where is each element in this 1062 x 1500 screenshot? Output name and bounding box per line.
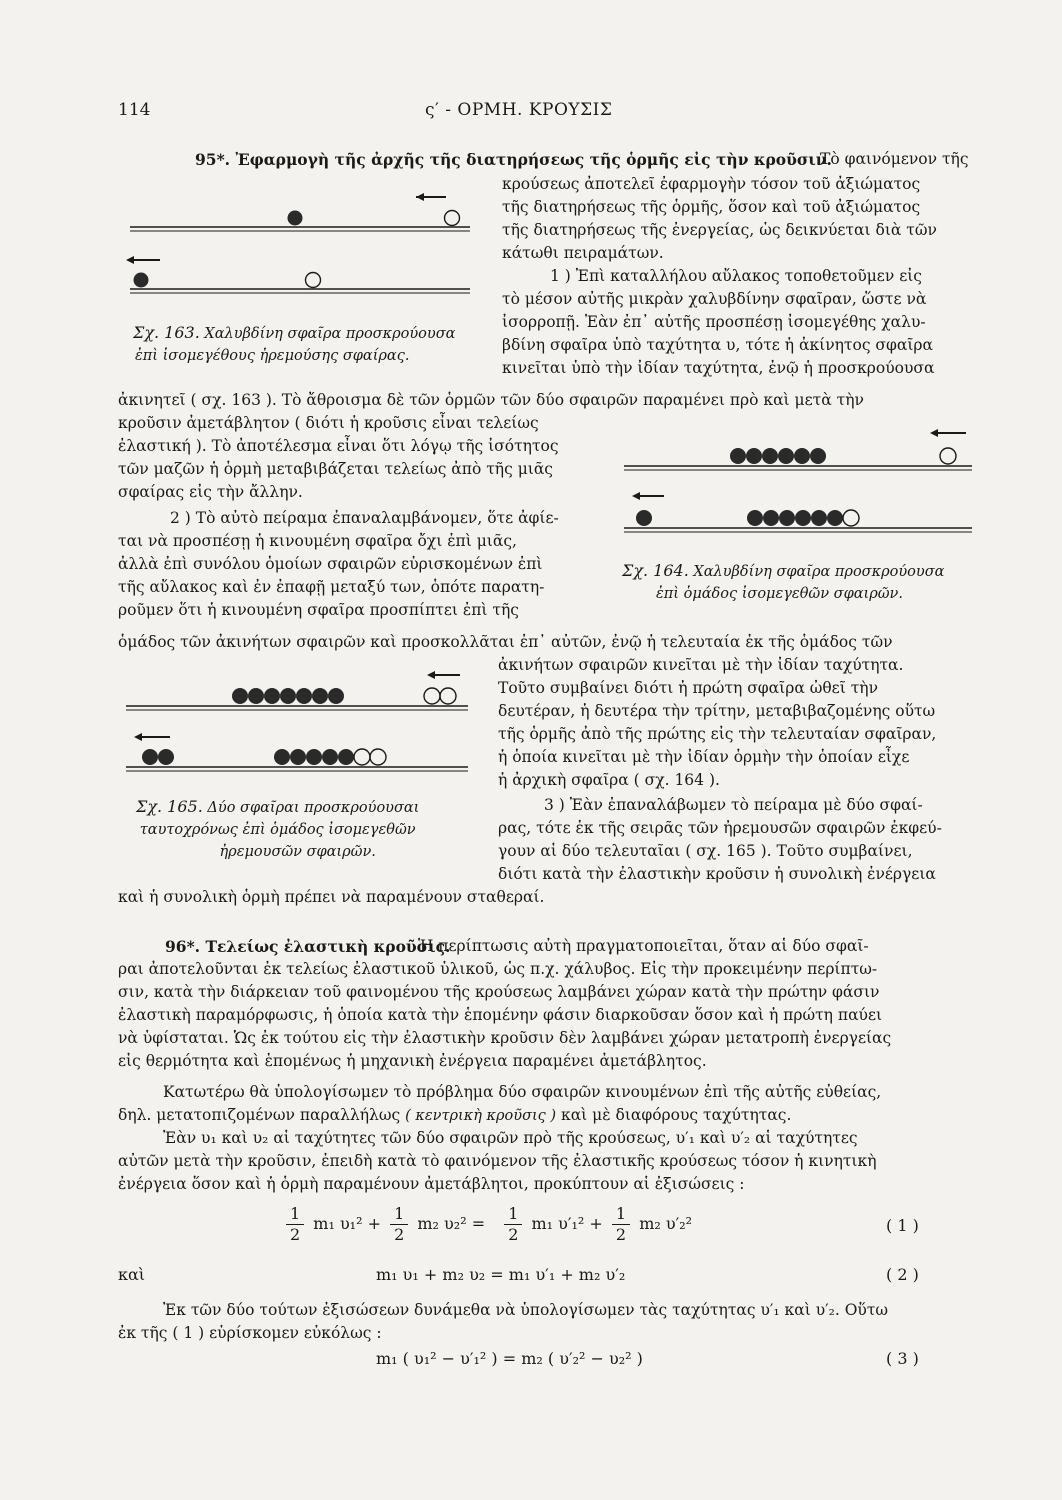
figure-number: Σχ. 164. xyxy=(622,561,689,580)
equation-3: m₁ ( υ₁² − υ′₁² ) = m₂ ( υ′₂² − υ₂² ) xyxy=(376,1349,643,1368)
figure-165-caption xyxy=(136,796,419,863)
resting-steel-sphere xyxy=(762,448,778,464)
text-line: ἡ ὁποία κινεῖται μὲ τὴν ἰδίαν ὁρμὴν τὴν ὁποίαν εἶχε xyxy=(498,748,910,766)
moving-sphere xyxy=(424,688,440,704)
arrow-left-icon xyxy=(930,429,966,437)
resting-sphere xyxy=(306,273,321,288)
figure-164-caption xyxy=(622,560,944,605)
text-line: ροῦμεν ὅτι ἡ κινουμένη σφαῖρα προσπίπτει ἐπὶ τῆς xyxy=(118,601,519,619)
text-line: ἐλαστικὴ παραμόρφωσις, ἡ ὁποία κατὰ τὴν ἑπομένην φάσιν διαρκοῦσαν ὅσον καὶ ἡ πρώτη παύει xyxy=(118,1006,883,1024)
text-line: γουν αἱ δύο τελευταῖαι ( σχ. 165 ). Τοῦτο συμβαίνει, xyxy=(498,842,913,860)
text-line: τῆς διατηρήσεως τῆς ἐνεργείας, ὡς δεικνύεται διὰ τῶν xyxy=(502,221,937,239)
resting-steel-sphere xyxy=(779,510,795,526)
text-line: 1 ) Ἐπὶ καταλλήλου αὔλακος τοποθετοῦμεν εἰς xyxy=(550,267,922,285)
caption-line: ἐπὶ ἰσομεγέθους ἠρεμούσης σφαίρας. xyxy=(135,348,410,364)
eq-term: m₂ υ₂² = xyxy=(417,1214,486,1233)
text-line: τῆς διατηρήσεως τῆς ὁρμῆς, ὅσον καὶ τοῦ ἀξιώματος xyxy=(502,198,921,216)
resting-steel-sphere xyxy=(312,688,328,704)
text-line: Τοῦτο συμβαίνει διότι ἡ πρώτη σφαῖρα ὠθεῖ τὴν xyxy=(498,679,878,697)
text-line: τῆς ὁρμῆς ἀπὸ τῆς πρώτης εἰς τὴν τελευταίαν σφαῖραν, xyxy=(498,725,937,743)
sec96-p2-line-2 xyxy=(118,1104,791,1128)
kai-word: καὶ xyxy=(118,1265,146,1284)
sec96-paragraph-1 xyxy=(118,935,976,1073)
section-96-heading: 96*. Τελείως ἐλαστικὴ κροῦσις. xyxy=(165,937,451,956)
resting-steel-sphere xyxy=(322,749,338,765)
arrow-left-icon xyxy=(632,492,664,500)
resting-steel-sphere xyxy=(747,510,763,526)
sec96-p4-line-1: Ἐκ τῶν δύο τούτων ἐξισώσεων δυνάμεθα νὰ ὑπολογίσωμεν τὰς ταχύτητας υ′₁ καὶ υ′₂. Οὕτω xyxy=(163,1301,889,1319)
resting-steel-sphere xyxy=(328,688,344,704)
text-line: Ἡ περίπτωσις αὐτὴ πραγματοποιεῖται, ὅταν αἱ δύο σφαῖ- xyxy=(418,937,869,955)
sec96-p2-line-1: Κατωτέρω θὰ ὑπολογίσωμεν τὸ πρόβλημα δύο σφαιρῶν κινουμένων ἐπὶ τῆς αὐτῆς εὐθείας, xyxy=(163,1083,882,1101)
stopped-sphere xyxy=(636,510,652,526)
resting-steel-sphere xyxy=(280,688,296,704)
running-title: ς′ - ΟΡΜΗ. ΚΡΟΥΣΙΣ xyxy=(425,100,613,120)
caption-line: ἠρεμουσῶν σφαιρῶν. xyxy=(219,844,376,860)
arrow-left-icon xyxy=(427,671,460,679)
text-span: καὶ μὲ διαφόρους ταχύτητας. xyxy=(561,1106,792,1124)
text-line: 2 ) Τὸ αὐτὸ πείραμα ἐπαναλαμβάνομεν, ὅτε ἀφίε- xyxy=(170,509,559,527)
moving-steel-sphere xyxy=(134,273,149,288)
section-95-heading-tail: Τὸ φαινόμενον τῆς xyxy=(820,150,969,168)
section-95-heading: 95*. Ἐφαρμογὴ τῆς ἀρχῆς τῆς διατηρήσεως τῆς ὁρμῆς εἰς τὴν κροῦσιν. xyxy=(195,150,832,169)
text-line: ἡ ἀρχικὴ σφαῖρα ( σχ. 164 ). xyxy=(498,771,720,789)
equation-1 xyxy=(282,1204,692,1245)
resting-steel-sphere xyxy=(248,688,264,704)
text-line: ραι ἀποτελοῦνται ἐκ τελείως ἐλαστικοῦ ὑλικοῦ, ὡς π.χ. χάλυβος. Εἰς τὴν προκειμένην περίπτω- xyxy=(118,960,878,978)
equation-1-label: ( 1 ) xyxy=(886,1216,919,1235)
resting-steel-sphere xyxy=(290,749,306,765)
caption-line: Χαλυβδίνη σφαῖρα προσκρούουσα xyxy=(693,564,945,580)
resting-steel-sphere xyxy=(794,448,810,464)
text-line: διότι κατὰ τὴν ἐλαστικὴν κροῦσιν ἡ συνολικὴ ἐνέργεια xyxy=(498,865,936,883)
resting-steel-sphere xyxy=(778,448,794,464)
resting-steel-sphere xyxy=(827,510,843,526)
text-line: κινεῖται ὑπὸ τὴν ἰδίαν ταχύτητα, ἐνῷ ἡ προσκρούουσα xyxy=(502,359,935,377)
text-line: ἐνέργεια ὅσον καὶ ἡ ὁρμὴ παραμένουν ἀμετάβλητοι, προκύπτουν αἱ ἐξισώσεις : xyxy=(118,1175,745,1193)
ejected-sphere xyxy=(354,749,370,765)
text-line: σιν, κατὰ τὴν διάρκειαν τοῦ φαινομένου τῆς κρούσεως λαμβάνει χώραν κατὰ τὴν πρώτην φάσιν xyxy=(118,983,880,1001)
sec95-right-col-1 xyxy=(502,173,976,380)
figure-165 xyxy=(118,665,478,785)
resting-steel-sphere xyxy=(810,448,826,464)
ejected-sphere xyxy=(843,510,859,526)
text-line: τῆς αὔλακος καὶ ἐν ἐπαφῇ μεταξύ των, ὁπότε παρατη- xyxy=(118,578,545,596)
caption-line: ταυτοχρόνως ἐπὶ ὁμάδος ἰσομεγεθῶν xyxy=(139,822,416,838)
resting-steel-sphere xyxy=(763,510,779,526)
central-collision-term: ( κεντρικὴ κροῦσις ) xyxy=(405,1108,557,1124)
figure-164 xyxy=(620,420,980,540)
equation-2-label: ( 2 ) xyxy=(886,1265,919,1284)
text-span: δηλ. μετατοπιζομένων παραλλήλως xyxy=(118,1106,401,1124)
text-line: κροῦσιν ἀμετάβλητον ( διότι ἡ κροῦσις εἶναι τελείως xyxy=(118,414,539,432)
page-number: 114 xyxy=(118,100,151,120)
arrow-left-icon xyxy=(134,733,170,741)
arrow-left-icon xyxy=(416,193,446,201)
caption-line: Δύο σφαῖραι προσκρούουσαι xyxy=(207,800,420,816)
figure-number: Σχ. 165. xyxy=(136,797,203,816)
fraction-half: $\frac{1}{2}$ xyxy=(504,1204,522,1245)
caption-line: Χαλυβδίνη σφαῖρα προσκρούουσα xyxy=(204,326,456,342)
text-line: δευτέραν, ἡ δευτέρα τὴν τρίτην, μεταβιβαζομένης οὕτω xyxy=(498,702,936,720)
fraction-half: $\frac{1}{2}$ xyxy=(286,1204,304,1245)
stopped-sphere xyxy=(158,749,174,765)
sec95-full-line: ἀκινητεῖ ( σχ. 163 ). Τὸ ἄθροισμα δὲ τῶν ὁρμῶν τῶν δύο σφαιρῶν παραμένει πρὸ καὶ μετὰ τὴν xyxy=(118,391,864,409)
text-line: βδίνη σφαῖρα ὑπὸ ταχύτητα υ, τότε ἡ ἀκίνητος σφαῖρα xyxy=(502,336,933,354)
text-line: ἰσορροπῇ. Ἐὰν ἐπ᾽ αὐτῆς προσπέσῃ ἰσομεγέθης χαλυ- xyxy=(502,313,926,331)
resting-steel-sphere xyxy=(795,510,811,526)
text-line: κάτωθι πειραμάτων. xyxy=(502,244,664,262)
text-line: αὐτῶν μετὰ τὴν κροῦσιν, ἐπειδὴ κατὰ τὸ φαινόμενον τῆς ἐλαστικῆς κρούσεως τόσον ἡ κινητικὴ xyxy=(118,1152,877,1170)
resting-steel-sphere xyxy=(306,749,322,765)
resting-steel-sphere xyxy=(338,749,354,765)
caption-line: ἐπὶ ὁμάδος ἰσομεγεθῶν σφαιρῶν. xyxy=(656,586,903,602)
stopped-sphere xyxy=(142,749,158,765)
eq-term: m₂ υ′₂² xyxy=(639,1214,693,1233)
text-line: νὰ ὑφίσταται. Ὡς ἐκ τούτου εἰς τὴν ἐλαστικὴν κροῦσιν δὲν λαμβάνει χώραν μετατροπὴ ἐνεργείας xyxy=(118,1029,892,1047)
resting-steel-sphere xyxy=(232,688,248,704)
resting-steel-sphere xyxy=(811,510,827,526)
text-line: Ἐὰν υ₁ καὶ υ₂ αἱ ταχύτητες τῶν δύο σφαιρῶν πρὸ τῆς κρούσεως, υ′₁ καὶ υ′₂ αἱ ταχύτητες xyxy=(163,1129,858,1147)
resting-steel-sphere xyxy=(264,688,280,704)
text-line: 3 ) Ἐὰν ἐπαναλάβωμεν τὸ πείραμα μὲ δύο σφαί- xyxy=(544,796,923,814)
sec95-last-line: καὶ ἡ συνολικὴ ὁρμὴ πρέπει νὰ παραμένουν σταθεραί. xyxy=(118,888,545,906)
moving-sphere xyxy=(940,448,956,464)
arrow-left-icon xyxy=(126,256,160,264)
sec96-p4-line-2: ἐκ τῆς ( 1 ) εὑρίσκομεν εὐκόλως : xyxy=(118,1324,382,1342)
fraction-half: $\frac{1}{2}$ xyxy=(390,1204,408,1245)
resting-steel-sphere xyxy=(746,448,762,464)
fraction-half: $\frac{1}{2}$ xyxy=(612,1204,630,1245)
resting-steel-sphere xyxy=(730,448,746,464)
text-line: τὸ μέσον αὐτῆς μικρὰν χαλυβδίνην σφαῖραν, ὥστε νὰ xyxy=(502,290,927,308)
sec95-full-line-2: ὁμάδος τῶν ἀκινήτων σφαιρῶν καὶ προσκολλᾶται ἐπ᾽ αὐτῶν, ἐνῷ ἡ τελευταία ἐκ τῆς ὁμάδος τῶν xyxy=(118,633,893,651)
text-line: ρας, τότε ἐκ τῆς σειρᾶς τῶν ἠρεμουσῶν σφαιρῶν ἐκφεύ- xyxy=(498,819,942,837)
eq-term: m₁ υ₁² + xyxy=(313,1214,381,1233)
moving-sphere xyxy=(440,688,456,704)
text-line: ἀλλὰ ἐπὶ συνόλου ὁμοίων σφαιρῶν εὑρισκομένων ἐπὶ xyxy=(118,555,543,573)
text-line: σφαίρας εἰς τὴν ἄλλην. xyxy=(118,483,303,501)
sec95-right-col-2 xyxy=(498,654,976,886)
resting-steel-sphere xyxy=(296,688,312,704)
text-line: εἰς θερμότητα καὶ ἑπομένως ἡ μηχανικὴ ἐνέργεια παραμένει ἀμετάβλητος. xyxy=(118,1052,707,1070)
equation-3-label: ( 3 ) xyxy=(886,1349,919,1368)
eq-term: m₁ υ′₁² + xyxy=(531,1214,603,1233)
resting-sphere xyxy=(445,211,460,226)
figure-163 xyxy=(118,180,478,300)
resting-steel-sphere xyxy=(274,749,290,765)
text-line: τῶν μαζῶν ἡ ὁρμὴ μεταβιβάζεται τελείως ἀπὸ τῆς μιᾶς xyxy=(118,460,553,478)
moving-steel-sphere xyxy=(288,211,303,226)
figure-number: Σχ. 163. xyxy=(133,323,200,342)
sec95-left-col xyxy=(118,412,598,622)
figure-163-caption xyxy=(133,322,455,367)
ejected-sphere xyxy=(370,749,386,765)
sec96-paragraph-3 xyxy=(118,1127,976,1196)
text-line: ται νὰ προσπέσῃ ἡ κινουμένη σφαῖρα ὄχι ἐπὶ μιᾶς, xyxy=(118,532,517,550)
equation-2: m₁ υ₁ + m₂ υ₂ = m₁ υ′₁ + m₂ υ′₂ xyxy=(376,1265,626,1284)
text-line: ἀκινήτων σφαιρῶν κινεῖται μὲ τὴν ἰδίαν ταχύτητα. xyxy=(498,656,904,674)
text-line: κρούσεως ἀποτελεῖ ἐφαρμογὴν τόσον τοῦ ἀξιώματος xyxy=(502,175,921,193)
text-line: ἐλαστική ). Τὸ ἀποτέλεσμα εἶναι ὅτι λόγῳ τῆς ἰσότητος xyxy=(118,437,559,455)
